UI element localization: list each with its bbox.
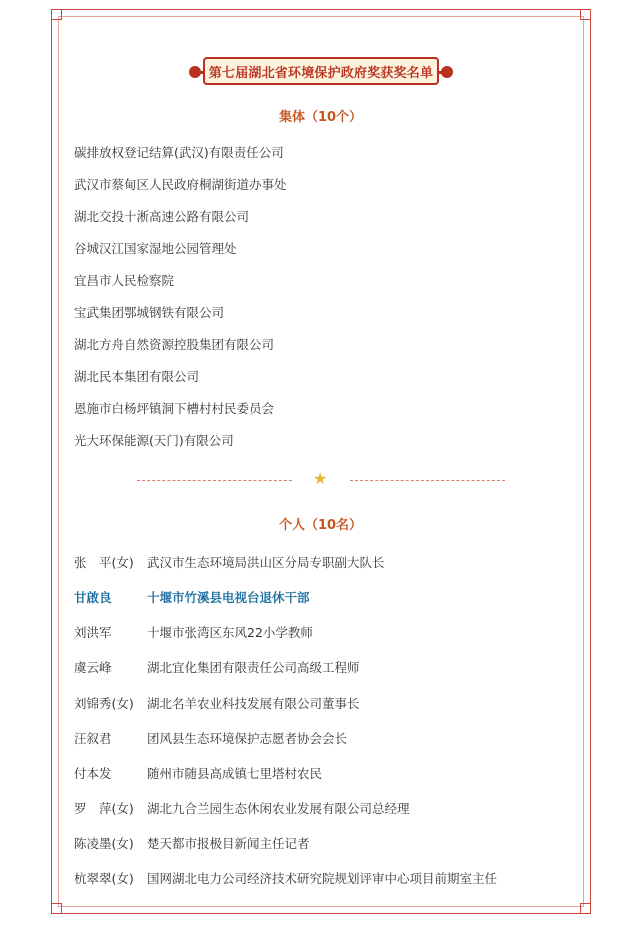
- person-desc: 湖北九合兰园生态休闲农业发展有限公司总经理: [147, 801, 410, 816]
- person-name: 罗 萍(女): [74, 801, 134, 816]
- collective-item: 谷城汉江国家湿地公园管理处: [74, 241, 237, 256]
- divider-right: [350, 480, 505, 481]
- collective-item: 湖北交投十淅高速公路有限公司: [74, 209, 250, 224]
- person-desc: 楚天都市报极目新闻主任记者: [147, 836, 310, 851]
- collective-item: 武汉市蔡甸区人民政府桐湖街道办事处: [74, 177, 287, 192]
- person-desc: 湖北名羊农业科技发展有限公司董事长: [147, 696, 360, 711]
- person-desc: 武汉市生态环境局洪山区分局专职副大队长: [147, 555, 385, 570]
- person-desc: 国网湖北电力公司经济技术研究院规划评审中心项目前期室主任: [147, 871, 498, 886]
- divider-left: [137, 480, 292, 481]
- page-title: 第七届湖北省环境保护政府奖获奖名单: [203, 57, 439, 85]
- person-name: 汪叙君: [74, 731, 112, 746]
- person-desc: 随州市随县高成镇七里塔村农民: [147, 766, 323, 781]
- collective-item: 宜昌市人民检察院: [74, 273, 175, 288]
- person-name: 甘啟良: [74, 590, 112, 605]
- person-name: 陈凌墨(女): [74, 836, 134, 851]
- collective-item: 宝武集团鄂城钢铁有限公司: [74, 305, 225, 320]
- person-name: 张 平(女): [74, 555, 134, 570]
- corner-ornament: [51, 903, 62, 914]
- corner-ornament: [580, 903, 591, 914]
- person-name: 付本发: [74, 766, 112, 781]
- collective-item: 湖北方舟自然资源控股集团有限公司: [74, 337, 275, 352]
- collective-heading: 集体（10个）: [278, 110, 363, 125]
- star-icon: ★: [313, 469, 328, 488]
- title-banner: [191, 57, 451, 87]
- person-name: 刘洪军: [74, 625, 112, 640]
- person-desc: 湖北宜化集团有限责任公司高级工程师: [147, 660, 360, 675]
- collective-item: 光大环保能源(天门)有限公司: [74, 433, 234, 448]
- person-name: 虞云峰: [74, 660, 112, 675]
- person-name: 杭翠翠(女): [74, 871, 134, 886]
- person-desc: 团风县生态环境保护志愿者协会会长: [147, 731, 348, 746]
- collective-item: 恩施市白杨坪镇洞下槽村村民委员会: [74, 401, 275, 416]
- title-dot-left: [189, 66, 201, 78]
- collective-item: 碳排放权登记结算(武汉)有限责任公司: [74, 145, 284, 160]
- corner-ornament: [580, 9, 591, 20]
- person-name: 刘锦秀(女): [74, 696, 134, 711]
- person-desc: 十堰市张湾区东风22小学教师: [147, 625, 313, 640]
- title-dot-right: [441, 66, 453, 78]
- person-desc: 十堰市竹溪县电视台退休干部: [147, 590, 310, 605]
- corner-ornament: [51, 9, 62, 20]
- individual-heading: 个人（10名）: [278, 518, 363, 533]
- collective-item: 湖北民本集团有限公司: [74, 369, 200, 384]
